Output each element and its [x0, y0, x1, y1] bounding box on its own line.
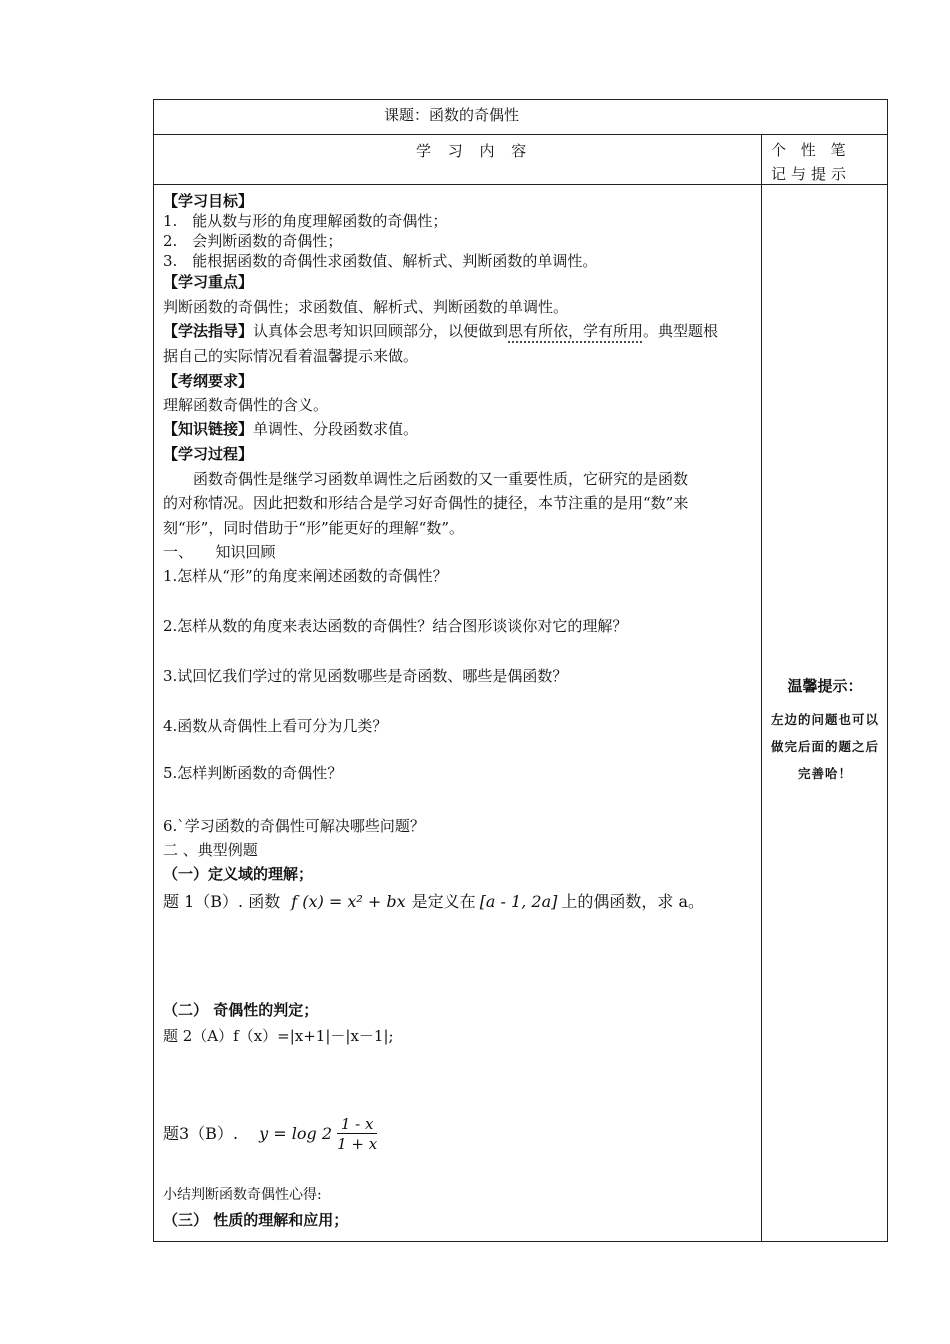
part-title: 一、 知识回顾 [163, 543, 276, 561]
method-text-2: 据自己的实际情况看着温馨提示来做。 [163, 347, 419, 365]
subsection-title: （三） 性质的理解和应用； [163, 1211, 349, 1229]
goal-item: 2. 会判断函数的奇偶性； [163, 232, 343, 250]
divider [154, 184, 887, 185]
tip-body: 左边的问题也可以做完后面的题之后完善哈！ [770, 712, 879, 781]
review-question: 6.`学习函数的奇偶性可解决哪些问题？ [163, 817, 425, 835]
example-3-lhs: y = log 2 [259, 1124, 332, 1143]
goal-title: 【学习目标】 [163, 192, 254, 210]
side-column-header [762, 134, 888, 184]
side-header-label: 个 性 笔 记与提示 [771, 141, 852, 183]
link-line [163, 418, 418, 439]
link-text: 单调性、分段函数求值。 [253, 420, 419, 438]
key-text: 判断函数的奇偶性；求函数值、解析式、判断函数的单调性。 [163, 298, 569, 316]
example-2: 题 2（A）f（x）=|x+1|－|x－1|; [163, 1027, 394, 1045]
example-1-prefix: 题 1（B）. 函数 [163, 892, 281, 911]
example-3-fraction [337, 1115, 377, 1154]
title-row [154, 100, 889, 134]
part-title: 二 、典型例题 [163, 841, 258, 859]
process-title: 【学习过程】 [163, 445, 254, 463]
outline-text: 理解函数奇偶性的含义。 [163, 396, 329, 414]
method-text: 。典型题根 [643, 322, 719, 340]
review-question: 3.试回忆我们学过的常见函数哪些是奇函数、哪些是偶函数？ [163, 667, 568, 685]
link-label: 【知识链接】 [163, 420, 254, 438]
intro-paragraph: 函数奇偶性是继学习函数单调性之后函数的又一重要性质，它研究的是函数 [163, 470, 689, 488]
method-emphasis: 思有所依，学有所用 [508, 322, 644, 340]
review-question: 2.怎样从数的角度来表达函数的奇偶性？结合图形谈谈你对它的理解？ [163, 617, 628, 635]
fraction-denominator: 1 + x [337, 1135, 378, 1153]
goal-item: 3. 能根据函数的奇偶性求函数值、解析式、判断函数的单调性。 [163, 252, 598, 270]
example-1-interval: [a - 1, 2a] [479, 892, 558, 911]
review-question: 1.怎样从“形”的角度来阐述函数的奇偶性？ [163, 567, 448, 585]
subsection-title: （一）定义域的理解； [163, 865, 314, 883]
example-3-prefix: 题3（B）. [163, 1124, 239, 1143]
warm-tip [762, 675, 888, 787]
tip-title: 温馨提示： [787, 677, 863, 695]
review-question: 4.函数从奇偶性上看可分为几类？ [163, 717, 388, 735]
intro-paragraph: 刻“形”，同时借助于“形”能更好的理解“数”。 [163, 519, 465, 537]
fraction-numerator: 1 - x [337, 1115, 377, 1134]
outline-title: 【考纲要求】 [163, 372, 254, 390]
example-1-mid: 是定义在 [411, 892, 476, 911]
example-1-formula: f (x) = x² + bx [291, 892, 406, 911]
method-line [163, 320, 718, 341]
goal-item: 1. 能从数与形的角度理解函数的奇偶性； [163, 212, 448, 230]
intro-paragraph: 的对称情况。因此把数和形结合是学习好奇偶性的捷径，本节注重的是用“数”来 [163, 494, 689, 512]
method-label: 【学法指导】 [163, 322, 254, 340]
main-column-header [154, 134, 761, 184]
key-title: 【学习重点】 [163, 273, 254, 291]
lesson-title: 课题：函数的奇偶性 [384, 106, 520, 124]
example-3 [163, 1115, 377, 1154]
example-1-suffix: 上的偶函数，求 a。 [561, 892, 704, 911]
summary-text: 小结判断函数奇偶性心得: [163, 1187, 322, 1203]
subsection-title: （二） 奇偶性的判定； [163, 1001, 319, 1019]
example-1 [163, 889, 704, 912]
lesson-sheet [153, 99, 888, 1242]
method-text: 认真体会思考知识回顾部分，以便做到 [253, 322, 509, 340]
review-question: 5.怎样判断函数的奇偶性？ [163, 764, 343, 782]
main-header-label: 学 习 内 容 [416, 142, 533, 160]
